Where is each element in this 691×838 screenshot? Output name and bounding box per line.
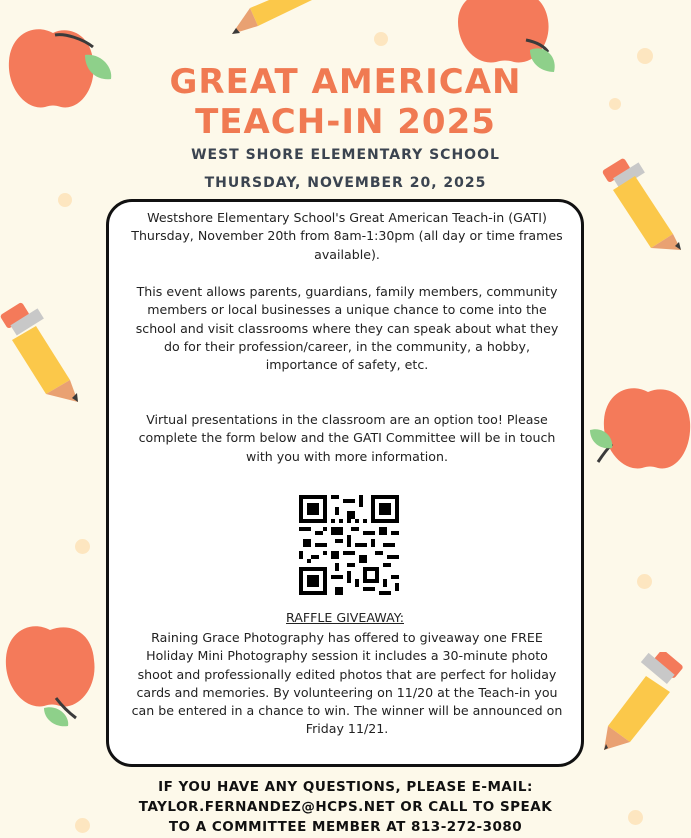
decor-dot <box>637 574 652 589</box>
pencil-icon <box>0 302 88 406</box>
pencil-icon <box>222 0 312 42</box>
footer-line-3: TO A COMMITTEE MEMBER AT 813-272-3080 <box>168 819 523 835</box>
intro-text: Westshore Elementary School's Great American Teach-in (GATI) Thursday, November 20th from 8am-1:30pm (all day or time frames available). <box>131 210 563 262</box>
pencil-icon <box>595 150 691 254</box>
apple-icon <box>588 382 691 482</box>
footer-line-1: IF YOU HAVE ANY QUESTIONS, PLEASE E-MAIL: <box>158 779 533 795</box>
virtual-text: Virtual presentations in the classroom are an option too! Please complete the form below and the GATI Committee will be in touch with you with more information. <box>138 412 556 464</box>
raffle-heading: RAFFLE GIVEAWAY: <box>286 610 404 625</box>
info-card <box>106 199 584 767</box>
decor-dot <box>58 193 72 207</box>
raffle-text: Raining Grace Photography has offered to giveaway one FREE Holiday Mini Photography session it includes a 30-minute photo shoot and professionally edited photos that are perfect for holiday cards and memories. By volunteering on 11/20 at the Teach-in you can be entered in a chance to win. The winner will be announced on Friday 11/21. <box>131 630 563 737</box>
footer-email[interactable]: TAYLOR.FERNANDEZ@HCPS.NET OR CALL TO SPEAK <box>138 799 553 815</box>
decor-dot <box>75 539 90 554</box>
qr-code[interactable] <box>299 495 399 595</box>
page-title <box>0 62 691 142</box>
description-text: This event allows parents, guardians, family members, community members or local businesses a unique chance to come into the school and visit classrooms where they can speak about what they do for their profession/career, in the community, a hobby, importance of safety, etc. <box>135 284 559 373</box>
apple-icon <box>4 620 104 730</box>
pencil-icon <box>600 652 691 754</box>
contact-footer <box>0 777 691 837</box>
event-date: THURSDAY, NOVEMBER 20, 2025 <box>204 175 487 191</box>
title-line-2: TEACH-IN 2025 <box>195 102 496 142</box>
decor-dot <box>374 32 388 46</box>
title-line-1: GREAT AMERICAN <box>169 62 522 102</box>
school-name: WEST SHORE ELEMENTARY SCHOOL <box>191 147 500 163</box>
